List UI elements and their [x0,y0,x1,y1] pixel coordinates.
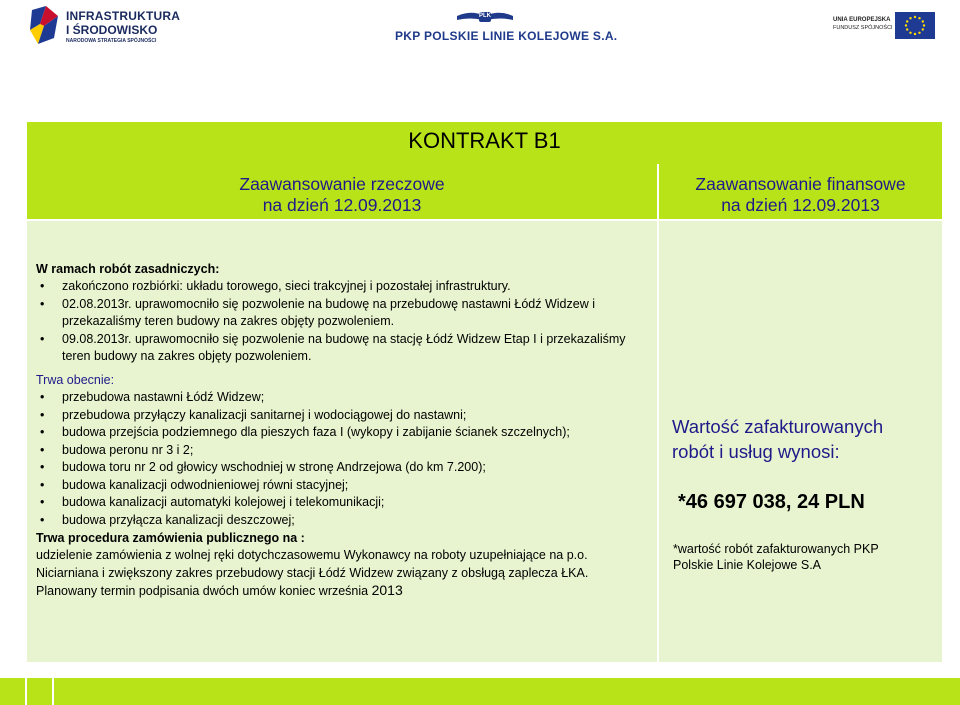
procurement-title: Trwa procedura zamówienia publicznego na : [36,531,305,545]
invoiced-value-label [672,414,942,464]
footer-strip-divider [25,678,27,705]
eu-flag-icon [895,12,935,39]
invoiced-footnote-l2: Polskie Linie Kolejowe S.A [673,558,821,572]
procurement-line-3 [36,582,656,601]
completed-works-title: W ramach robót zasadniczych: [36,262,220,276]
invoiced-amount: *46 697 038, 24 PLN [678,491,865,513]
financial-progress-header [659,174,942,216]
logo-left-line2: I ŚRODOWISKO [66,23,158,37]
ongoing-works-section [36,372,656,529]
ongoing-works-title: Trwa obecnie: [36,373,115,387]
logo-left-line1: INFRASTRUKTURA [66,9,181,23]
ongoing-works-list [36,389,656,529]
completed-works-section [36,261,656,366]
financial-progress-header-l1: Zaawansowanie finansowe [695,174,906,194]
contract-table [27,122,942,662]
physical-progress-header-l2: na dzień 12.09.2013 [262,195,422,215]
list-item: • przebudowa nastawni Łódź Widzew; [36,389,656,407]
footer-strip-divider [52,678,54,705]
infrastruktura-srodowisko-logo [28,4,181,46]
eu-cohesion-fund-logo [833,12,935,38]
procurement-line-2: Niciarniana i zwiększony zakres przebudowy stacji Łódź Widzew związany z obsługą zaplecza ŁKA. [36,565,589,580]
list-item: • zakończono rozbiórki: układu torowego, sieci trakcyjnej i pozostałej infrastruktury. [36,278,656,296]
logo-right-line2: FUNDUSZ SPÓJNOŚCI [833,25,893,31]
footer-strip [0,678,960,705]
invoiced-value-label-l1: Wartość zafakturowanych [672,416,884,437]
logo-left-line3: NARODOWA STRATEGIA SPÓJNOŚCI [66,38,157,44]
page-title: KONTRAKT B1 [408,128,561,153]
invoiced-value-label-l2: robót i usług wynosi: [672,441,840,462]
list-item: • przebudowa przyłączy kanalizacji sanitarnej i wodociągowej do nastawni; [36,407,656,425]
procurement-line-1: udzielenie zamówienia z wolnej ręki dotychczasowemu Wykonawcy na roboty uzupełniające na p.o. [36,548,588,562]
list-item: • budowa przyłącza kanalizacji deszczowej; [36,512,656,530]
list-item: • 09.08.2013r. uprawomocniło się pozwolenie na budowę na stację Łódź Widzew Etap I i przekazaliśmy teren budowy na zakres objęty pozwoleniem. [36,331,656,366]
procurement-line-3-text: Planowany termin podpisania dwóch umów koniec września [36,584,369,598]
physical-progress-header-l1: Zaawansowanie rzeczowe [239,174,445,194]
list-item: • 02.08.2013r. uprawomocniło się pozwolenie na budowę na przebudowę nastawni Łódź Widzew i przekazaliśmy teren budowy na zakres objęty pozwoleniem. [36,296,656,331]
list-item: • budowa przejścia podziemnego dla pieszych faza I (wykopy i zabijanie ścianek szczelnych); [36,424,656,442]
completed-works-list [36,278,656,366]
pkp-plk-logo [395,10,618,44]
procurement-section [36,530,656,601]
list-item: • budowa peronu nr 3 i 2; [36,442,656,460]
nss-emblem-icon [28,4,64,46]
financial-progress-header-l2: na dzień 12.09.2013 [721,195,880,215]
plk-company-name: PKP POLSKIE LINIE KOLEJOWE S.A. [395,29,618,43]
list-item: • budowa kanalizacji automatyki kolejowej i telekomunikacji; [36,494,656,512]
list-item: • budowa toru nr 2 od głowicy wschodniej w stronę Andrzejowa (do km 7.200); [36,459,656,477]
invoiced-footnote-l1: *wartość robót zafakturowanych PKP [673,542,879,556]
procurement-year: 2013 [371,582,403,598]
logo-right-line1: UNIA EUROPEJSKA [833,17,891,23]
list-item: • budowa kanalizacji odwodnieniowej równi stacyjnej; [36,477,656,495]
plk-badge: PLK [479,13,491,19]
physical-progress-header [27,174,657,216]
invoiced-footnote [673,541,938,573]
